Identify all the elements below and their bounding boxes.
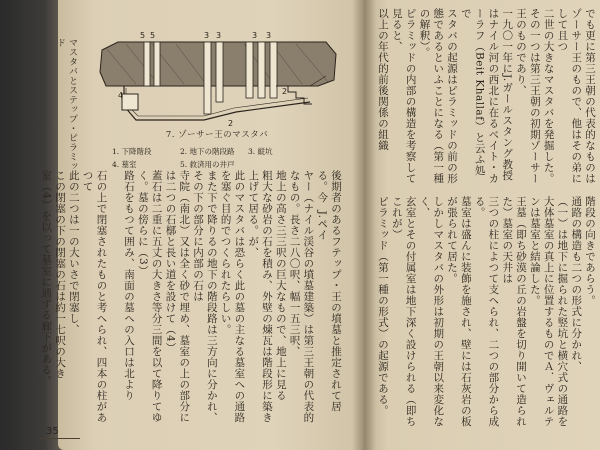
fig-label: 2 bbox=[282, 87, 288, 96]
page-number: 35 bbox=[46, 426, 59, 437]
book-gutter bbox=[352, 0, 376, 450]
legend-item: 5. 救済用の井戸 bbox=[180, 160, 235, 169]
fig-label: 3 bbox=[204, 31, 210, 40]
right-page-lower-text: 階段の向きであらう。 通路の構造も二つの形式に分かれ、 （一）は地下に掘られた竪坑と横穴式の通路を 大体墓室の真上に位置するものでＡ．ヴェルテンは墓室と結論した。 王墓（即ち砂漠の丘の岩盤を切り開いて造られた）墓室の天井は 三つの柱によつて支へられ、二つの部分から成る。 墓室は盛んに装飾を施され、壁には石灰岩の板が張られて居た。 しかしマスタバの外形は初期の王朝以来変化なく、 玄室とその付属室は地下深く設けられる（即ちこれが） ピラミッド（第一種の形式）の起源である。 bbox=[377, 196, 596, 427]
legend-item: 1. 下降階段 bbox=[112, 147, 152, 156]
fig-label: 3 bbox=[216, 31, 222, 40]
fig-label: 3 bbox=[266, 31, 272, 40]
fig-label: 2 bbox=[228, 119, 234, 128]
legend-item: 4. 墓室 bbox=[112, 160, 137, 169]
fig-label: 5 bbox=[140, 31, 146, 40]
right-page-upper-text: でも更に第三王朝の代表的なものはゾーサー王のもので、他はその弟にして且つ 二世の大きなマスタバを発掘した。その一つは第三王朝の初期ゾーサー王のものであり、 一九〇一年にJ.ガールスタング教授はナイル河の西北に在るベイト・カーラフ（Beit Khallaf）と云ふ処で スタバの起源はピラミッドの前の形態であるといふことになる（第一種の解釈）。 ピラミッドの内部の構造を考察して見ると、 以上の年代的前後関係の組織 bbox=[377, 8, 596, 184]
mastaba-cross-section-figure bbox=[96, 28, 342, 138]
fig-label: 4 bbox=[118, 91, 124, 100]
fig-label: 5 bbox=[150, 31, 156, 40]
legend-item: 3. 縦坑 bbox=[248, 147, 273, 156]
figure-legend bbox=[112, 146, 312, 170]
figure-caption: 7. ゾーサー王のマスタバ bbox=[165, 130, 269, 140]
fig-label: 3 bbox=[252, 31, 258, 40]
page-number-rule bbox=[40, 438, 80, 439]
left-page-body-text: 後期者のあるフテップ・王の墳墓と推定されて居る。今 J.ペイ ヤー（ナイル渓谷の墳墓建築）は第三王朝の代表的なもの。長さ二八〇呎、幅一五三呎、 地上の高さ三三呎の巨大なもので、地上に見る 粗大な砂岩の石を積み、外壁の煉瓦は階段形に築き上げて居る。が、 此のマスタバは恐らく此の墓の主なる墓室への通路を塞ぐ目的でつくられたらしい。 また下で降りるの地下の階段路は三方向に分かれ、その下の部分に内部の石は 寺院（南北）又は全く砂で埋め、墓室の上の部分には二つの石槨と長い道を設けて（4） 蓋石は二重に五丈の大きさ等分三間を以て降りてゆく。墓の傍らに（3） 路石をもつて囲み、南面の墓への入口は北より 石の上で閉塞されたものと考へられ、四本の柱があつて 此の二つは一の大いさで閉塞し、 この閉塞の下の閉塞の石は約一七呎の大き 室（4）を以って墓室に通ずる廊下がある。 bbox=[40, 170, 342, 423]
figure-side-caption: マスタバとステップ・ピラミッド bbox=[55, 38, 77, 171]
legend-item: 2. 地下の階段路 bbox=[180, 147, 235, 156]
burial-chamber bbox=[122, 94, 138, 110]
